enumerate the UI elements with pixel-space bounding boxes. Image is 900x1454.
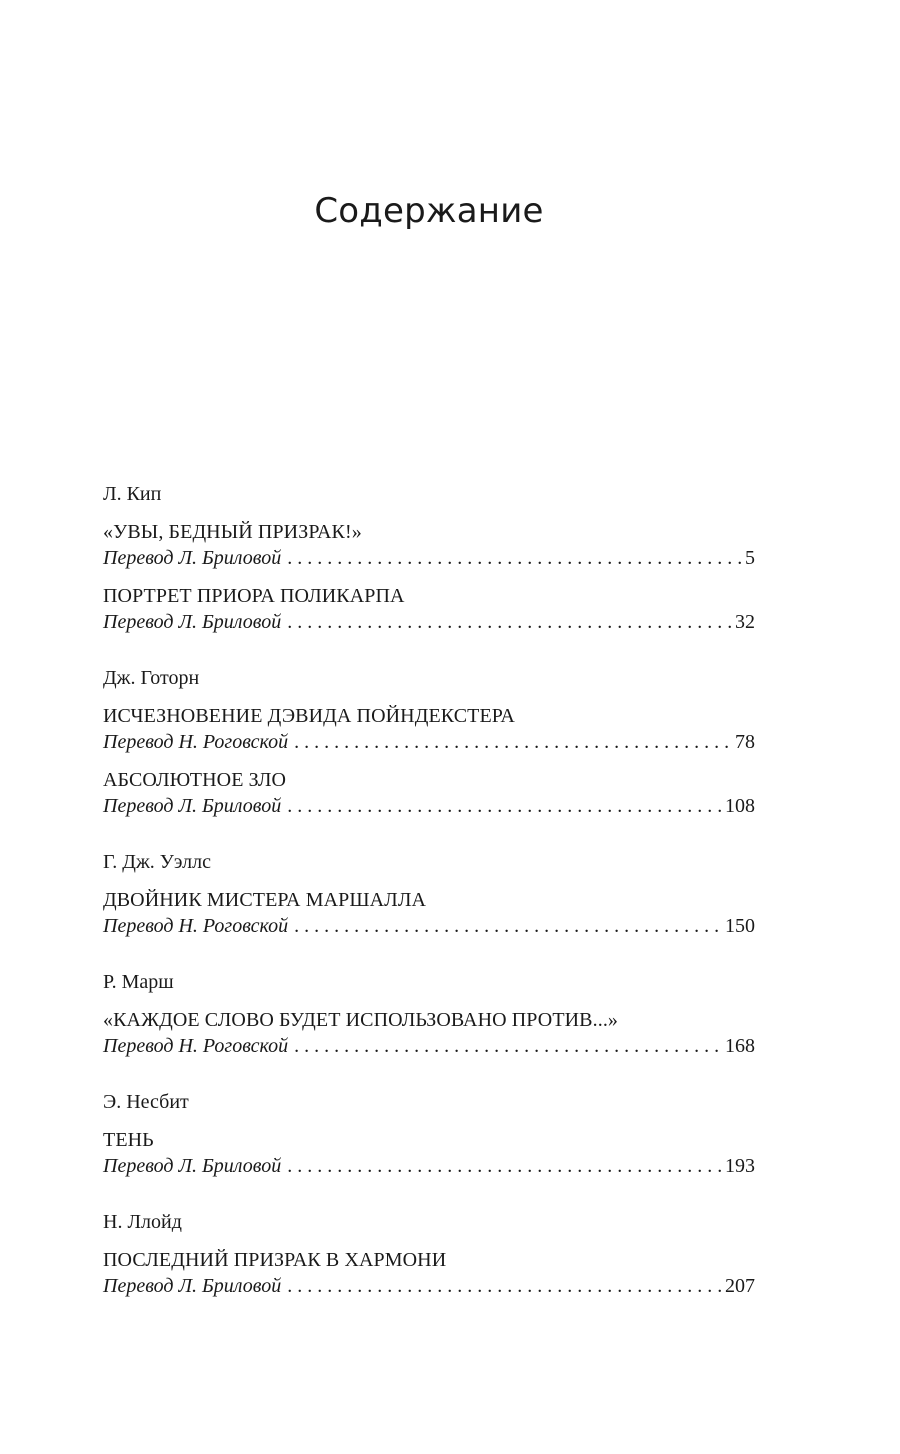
dot-leader [287, 1153, 721, 1179]
story-title: ПОСЛЕДНИЙ ПРИЗРАК В ХАРМОНИ [103, 1249, 447, 1271]
page-number: 207 [725, 1275, 755, 1297]
dot-leader [294, 1033, 721, 1059]
story-title: «КАЖДОЕ СЛОВО БУДЕТ ИСПОЛЬЗОВАНО ПРОТИВ...» [103, 1009, 619, 1031]
story-title: ПОРТРЕТ ПРИОРА ПОЛИКАРПА [103, 585, 405, 607]
page-number: 5 [745, 547, 755, 569]
story-title: ДВОЙНИК МИСТЕРА МАРШАЛЛА [103, 889, 427, 911]
page-title: Содержание [314, 190, 544, 231]
toc-entry[interactable] [103, 1247, 755, 1299]
author-name: Дж. Готорн [103, 667, 200, 689]
table-of-contents [103, 480, 755, 1299]
page-number: 168 [725, 1035, 755, 1057]
toc-entry[interactable] [103, 887, 755, 939]
translator-credit: Перевод Н. Роговской [103, 915, 289, 937]
translator-line [103, 729, 755, 755]
translator-line [103, 609, 755, 635]
author-name: Н. Ллойд [103, 1211, 182, 1233]
translator-line [103, 1153, 755, 1179]
translator-credit: Перевод Л. Бриловой [103, 795, 282, 817]
translator-line [103, 793, 755, 819]
toc-entry[interactable] [103, 767, 755, 819]
translator-credit: Перевод Н. Роговской [103, 1035, 289, 1057]
toc-entry[interactable] [103, 519, 755, 571]
story-title: АБСОЛЮТНОЕ ЗЛО [103, 769, 287, 791]
translator-credit: Перевод Л. Бриловой [103, 1155, 282, 1177]
dot-leader [287, 793, 721, 819]
translator-line [103, 1033, 755, 1059]
translator-line [103, 545, 755, 571]
dot-leader [287, 609, 731, 635]
dot-leader [287, 545, 741, 571]
author-name: Р. Марш [103, 971, 174, 993]
translator-line [103, 1273, 755, 1299]
page-number: 150 [725, 915, 755, 937]
dot-leader [287, 1273, 721, 1299]
translator-credit: Перевод Н. Роговской [103, 731, 289, 753]
translator-credit: Перевод Л. Бриловой [103, 611, 282, 633]
page-number: 32 [735, 611, 755, 633]
page-number: 78 [735, 731, 755, 753]
story-title: ТЕНЬ [103, 1129, 154, 1151]
toc-entry[interactable] [103, 1127, 755, 1179]
story-title: ИСЧЕЗНОВЕНИЕ ДЭВИДА ПОЙНДЕКСТЕРА [103, 705, 515, 727]
toc-entry[interactable] [103, 703, 755, 755]
dot-leader [294, 729, 731, 755]
page-number: 193 [725, 1155, 755, 1177]
dot-leader [294, 913, 721, 939]
page-number: 108 [725, 795, 755, 817]
author-name: Э. Несбит [103, 1091, 189, 1113]
toc-entry[interactable] [103, 583, 755, 635]
translator-credit: Перевод Л. Бриловой [103, 1275, 282, 1297]
author-name: Г. Дж. Уэллс [103, 851, 211, 873]
author-name: Л. Кип [103, 483, 162, 505]
translator-line [103, 913, 755, 939]
toc-entry[interactable] [103, 1007, 755, 1059]
translator-credit: Перевод Л. Бриловой [103, 547, 282, 569]
story-title: «УВЫ, БЕДНЫЙ ПРИЗРАК!» [103, 521, 362, 543]
